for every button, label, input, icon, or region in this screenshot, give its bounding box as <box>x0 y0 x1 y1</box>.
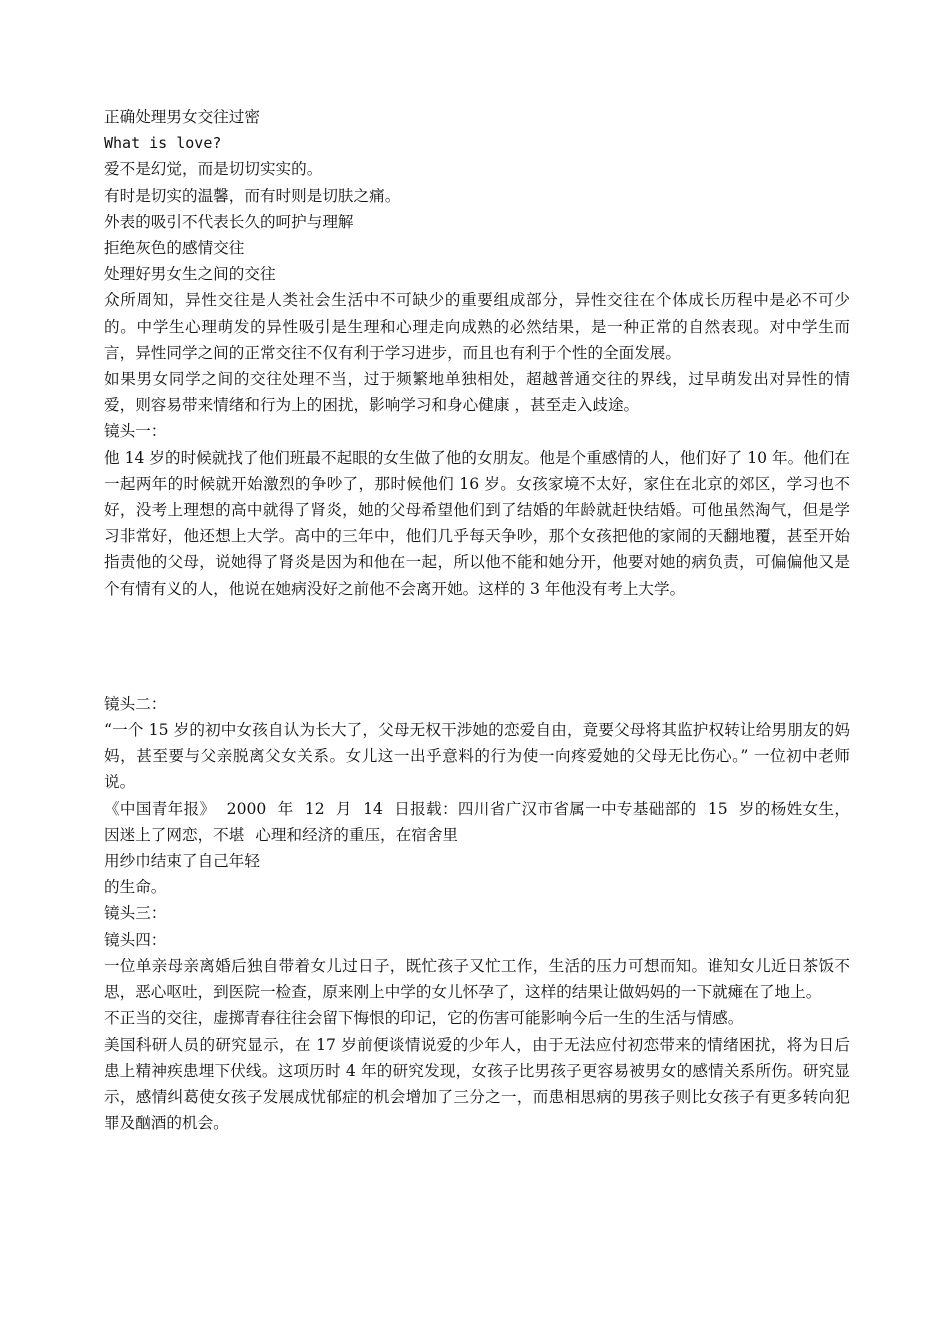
intro-paragraph: 众所周知，异性交往是人类社会生活中不可缺少的重要组成部分，异性交往在个体成长历程中是必不可少的。中学生心理萌发的异性吸引是生理和心理走向成熟的必然结果，是一种正常的自然表现。对中学生而言，异性同学之间的正常交往不仅有利于学习进步，而且也有利于个性的全面发展。 <box>104 291 850 362</box>
scene-4-text: 一位单亲母亲离婚后独自带着女儿过日子，既忙孩子又忙工作，生活的压力可想而知。谁知女儿近日茶饭不思，恶心呕吐，到医院一检查，原来刚上中学的女儿怀孕了，这样的结果让做妈妈的一下就瘫在了地上。 <box>104 956 850 1002</box>
document-page <box>104 104 850 1136</box>
love-line: 有时是切实的温馨，而有时则是切肤之痛。 <box>104 186 401 205</box>
scene-2-news: 《中国青年报》 2000 年 12 月 14 日报载：四川省广汉市省属一中专基础部的 15 岁的杨姓女生，因迷上了网恋，不堪 心理和经济的重压，在宿舍里 <box>104 799 850 844</box>
love-line: 处理好男女生之间的交往 <box>104 265 276 284</box>
scene-4-label: 镜头四： <box>104 930 167 949</box>
scene-3-label: 镜头三： <box>104 904 167 923</box>
conclusion-paragraph: 美国科研人员的研究显示，在 17 岁前便谈情说爱的少年人，由于无法应付初恋带来的情绪困扰，将为日后患上精神疾患埋下伏线。这项历时 4 年的研究发现，女孩子比男孩子更容易被男女的感情关系所伤。研究显示，感情纠葛使女孩子发展成忧郁症的机会增加了三分之一，而患相思病的男孩子则比女孩子有更多转向犯罪及酗酒的机会。 <box>104 1035 850 1133</box>
what-is-love-heading: What is love? <box>104 134 222 153</box>
love-line: 外表的吸引不代表长久的呵护与理解 <box>104 212 354 231</box>
scene-2-news-tail: 用纱巾结束了自己年轻 <box>104 852 260 871</box>
scene-2-news-tail: 的生命。 <box>104 878 167 897</box>
conclusion-paragraph: 不正当的交往，虚掷青春往往会留下悔恨的印记，它的伤害可能影响今后一生的生活与情感。 <box>104 1009 744 1028</box>
blank-gap <box>104 602 850 691</box>
document-title: 正确处理男女交往过密 <box>104 108 260 126</box>
intro-paragraph: 如果男女同学之间的交往处理不当，过于频繁地单独相处，超越普通交往的界线，过早萌发出对异性的情爱，则容易带来情绪和行为上的困扰，影响学习和身心健康 ，甚至走入歧途。 <box>104 370 850 415</box>
scene-2-quote: “一个 15 岁的初中女孩自认为长大了，父母无权干涉她的恋爱自由，竟要父母将其监护权转让给男朋友的妈妈，甚至要与父亲脱离父女关系。女儿这一出乎意料的行为使一向疼爱她的父母无比伤心。” 一位初中老师说。 <box>104 721 850 792</box>
scene-1-text: 他 14 岁的时候就找了他们班最不起眼的女生做了他的女朋友。他是个重感情的人，他们好了 10 年。他们在一起两年的时候就开始激烈的争吵了，那时候他们 16 岁。女孩家境不太好，家住在北京的郊区，学习也不好，没考上理想的高中就得了肾炎，她的父母希望他们到了结婚的年龄就赶快结婚。可他虽然淘气，但是学习非常好，他还想上大学。高中的三年中，他们几乎每天争吵，那个女孩把他的家闹的天翻地覆，甚至开始指责他的父母，说她得了肾炎是因为和他在一起，所以他不能和她分开，他要对她的病负责，可偏偏他又是个有情有义的人，他说在她病没好之前他不会离开她。这样的 3 年他没有考上大学。 <box>104 448 850 598</box>
love-line: 拒绝灰色的感情交往 <box>104 239 245 258</box>
love-line: 爱不是幻觉，而是切切实实的。 <box>104 160 323 179</box>
scene-1-label: 镜头一： <box>104 422 167 441</box>
scene-2-label: 镜头二： <box>104 694 167 713</box>
